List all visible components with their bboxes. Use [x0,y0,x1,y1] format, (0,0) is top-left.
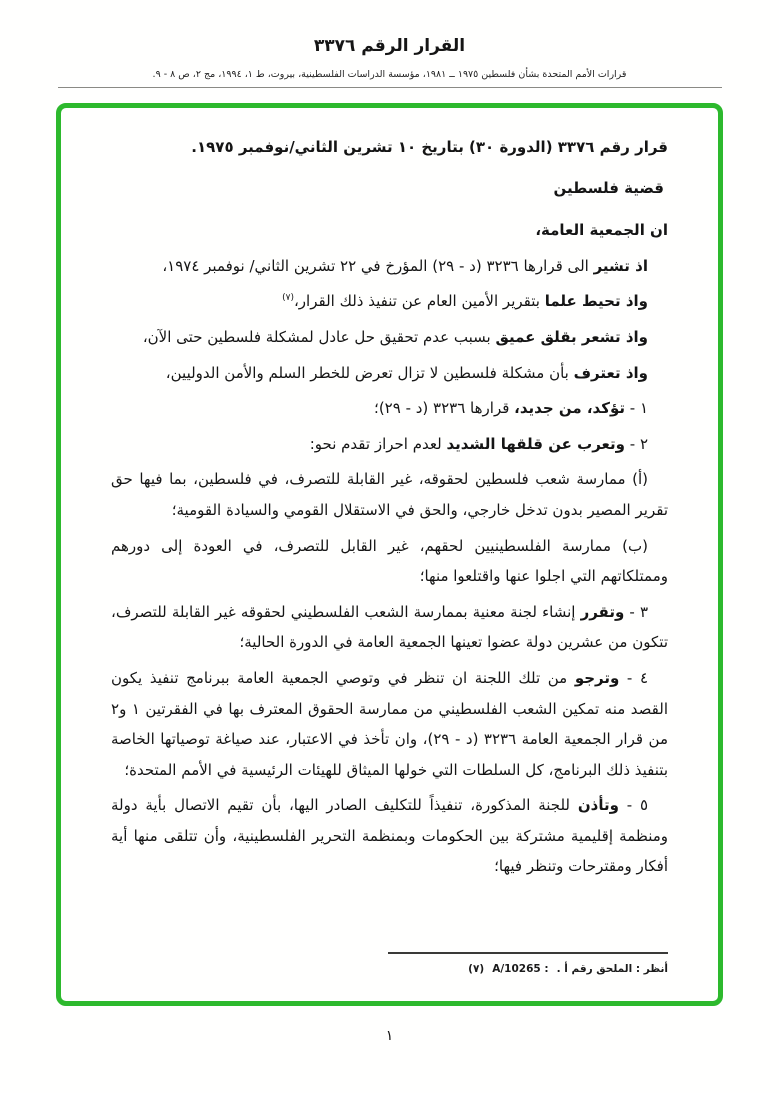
paragraph [111,429,668,460]
footnote-text: أنظر : الملحق رقم أ . [556,963,668,975]
emphasized-text: واذ تعترف [573,363,648,382]
body-text: لعدم احراز تقدم نحو: [309,434,447,453]
paragraph [111,322,668,353]
emphasized-text: اذ تشير [593,256,648,275]
body-text: قرارها ٣٢٣٦ (د - ٢٩)؛ [374,399,515,418]
document-body [111,132,668,940]
page-number: ١ [385,1028,394,1044]
footnote [111,963,668,975]
body-text: ٤ - [619,668,649,687]
highlight-annotation-box [56,103,723,1006]
body-text: للجنة المذكورة، تنفيذاً للتكليف الصادر اليها، بأن تقيم الاتصال بأية دولة ومنظمة إقليمية مشتركة بين الحكومات وبمنظمة التحرير الفلسطينية، وأن تتلقى منها أية أفكار ومقترحات وتنظر فيها؛ [111,796,668,876]
body-text: بسبب عدم تحقيق حل عادل لمشكلة فلسطين حتى الآن، [142,327,496,346]
emphasized-text: وتأذن [577,796,619,815]
paragraph [111,464,668,525]
paragraph [111,790,668,882]
emphasized-text: قضية فلسطين [553,178,664,197]
body-text: من تلك اللجنة ان تنظر في وتوصي الجمعية العامة ببرنامج تنفيذ يكون القصد منه تمكين الشعب الفلسطيني من ممارسة الحقوق المعترف بها في الفقرتين ١ و٢ من قرار الجمعية العامة ٣٢٣٦ (د - ٢٩)، وان تأخذ في الاعتبار، عند صياغة توصياتها الخاصة بتنفيذ ذلك البرنامج، كل السلطات التي خولها الميثاق للهيئات الرئيسية في الأمم المتحدة؛ [111,668,668,779]
body-text: ٢ - [624,434,648,453]
body-text: بتقرير الأمين العام عن تنفيذ ذلك القرار، [293,292,545,311]
body-text: بأن مشكلة فلسطين لا تزال تعرض للخطر السلم والأمن الدوليين، [165,363,574,382]
emphasized-text: ان الجمعية العامة، [535,221,668,240]
body-text: ١ - [624,399,648,418]
paragraph [111,358,668,389]
body-text: إنشاء لجنة معنية بممارسة الشعب الفلسطيني لحقوقه غير القابلة للتصرف، تتكون من عشرين دولة عضوا تعينها الجمعية العامة في الدورة الحالية؛ [111,602,668,652]
emphasized-text: وتقرر [580,602,625,621]
footnote-reference: A/10265 : [492,963,549,975]
document-citation: قرارات الأمم المتحدة بشأن فلسطين ١٩٧٥ ــ ١٩٨١، مؤسسة الدراسات الفلسطينية، بيروت، ط ١، ١٩٩٤، مج ٢، ص ٨ - ٩. [58,69,722,88]
body-text: ٥ - [618,796,649,815]
emphasized-text: تؤكد، من جديد، [514,399,625,418]
footnote-reference-marker: (٧) [282,293,294,304]
paragraph [111,286,668,317]
paragraph [111,597,668,658]
emphasized-text: قرار رقم ٣٣٧٦ (الدورة ٣٠) بتاريخ ١٠ تشرين الثاني/نوفمبر ١٩٧٥. [191,138,668,156]
paragraph [111,531,668,592]
body-text: (أ) ممارسة شعب فلسطين لحقوقه، غير القابلة للتصرف، في فلسطين، بما فيها حق تقرير المصير بدون تدخل خارجي، والحق في الاستقلال القومي والسيادة القومية؛ [111,470,668,519]
footnote-marker: (٧) [468,963,485,975]
paragraph [111,663,668,785]
body-text: الى قرارها ٣٢٣٦ (د - ٢٩) المؤرخ في ٢٢ تشرين الثاني/ نوفمبر ١٩٧٤، [162,256,594,275]
document-title: القرار الرقم ٣٣٧٦ [313,36,466,56]
paragraph [111,173,668,204]
document-header [58,36,722,88]
body-text: (ب) ممارسة الفلسطينيين لحقهم، غير القابل للتصرف، في العودة إلى دورهم وممتلكاتهم التي اجلوا عنها واقتلعوا منها؛ [111,536,668,586]
emphasized-text: واذ تشعر بقلق عميق [495,327,648,346]
emphasized-text: وترجو [574,668,620,687]
paragraph [111,393,668,424]
footnote-separator [388,952,668,954]
emphasized-text: وتعرب عن قلقها الشديد [446,434,625,453]
body-text: ٣ - [624,602,648,621]
paragraph [111,132,668,163]
paragraph [111,215,668,246]
footnote-area [111,952,668,975]
emphasized-text: واذ تحيط علما [544,292,648,311]
paragraph [111,251,668,282]
